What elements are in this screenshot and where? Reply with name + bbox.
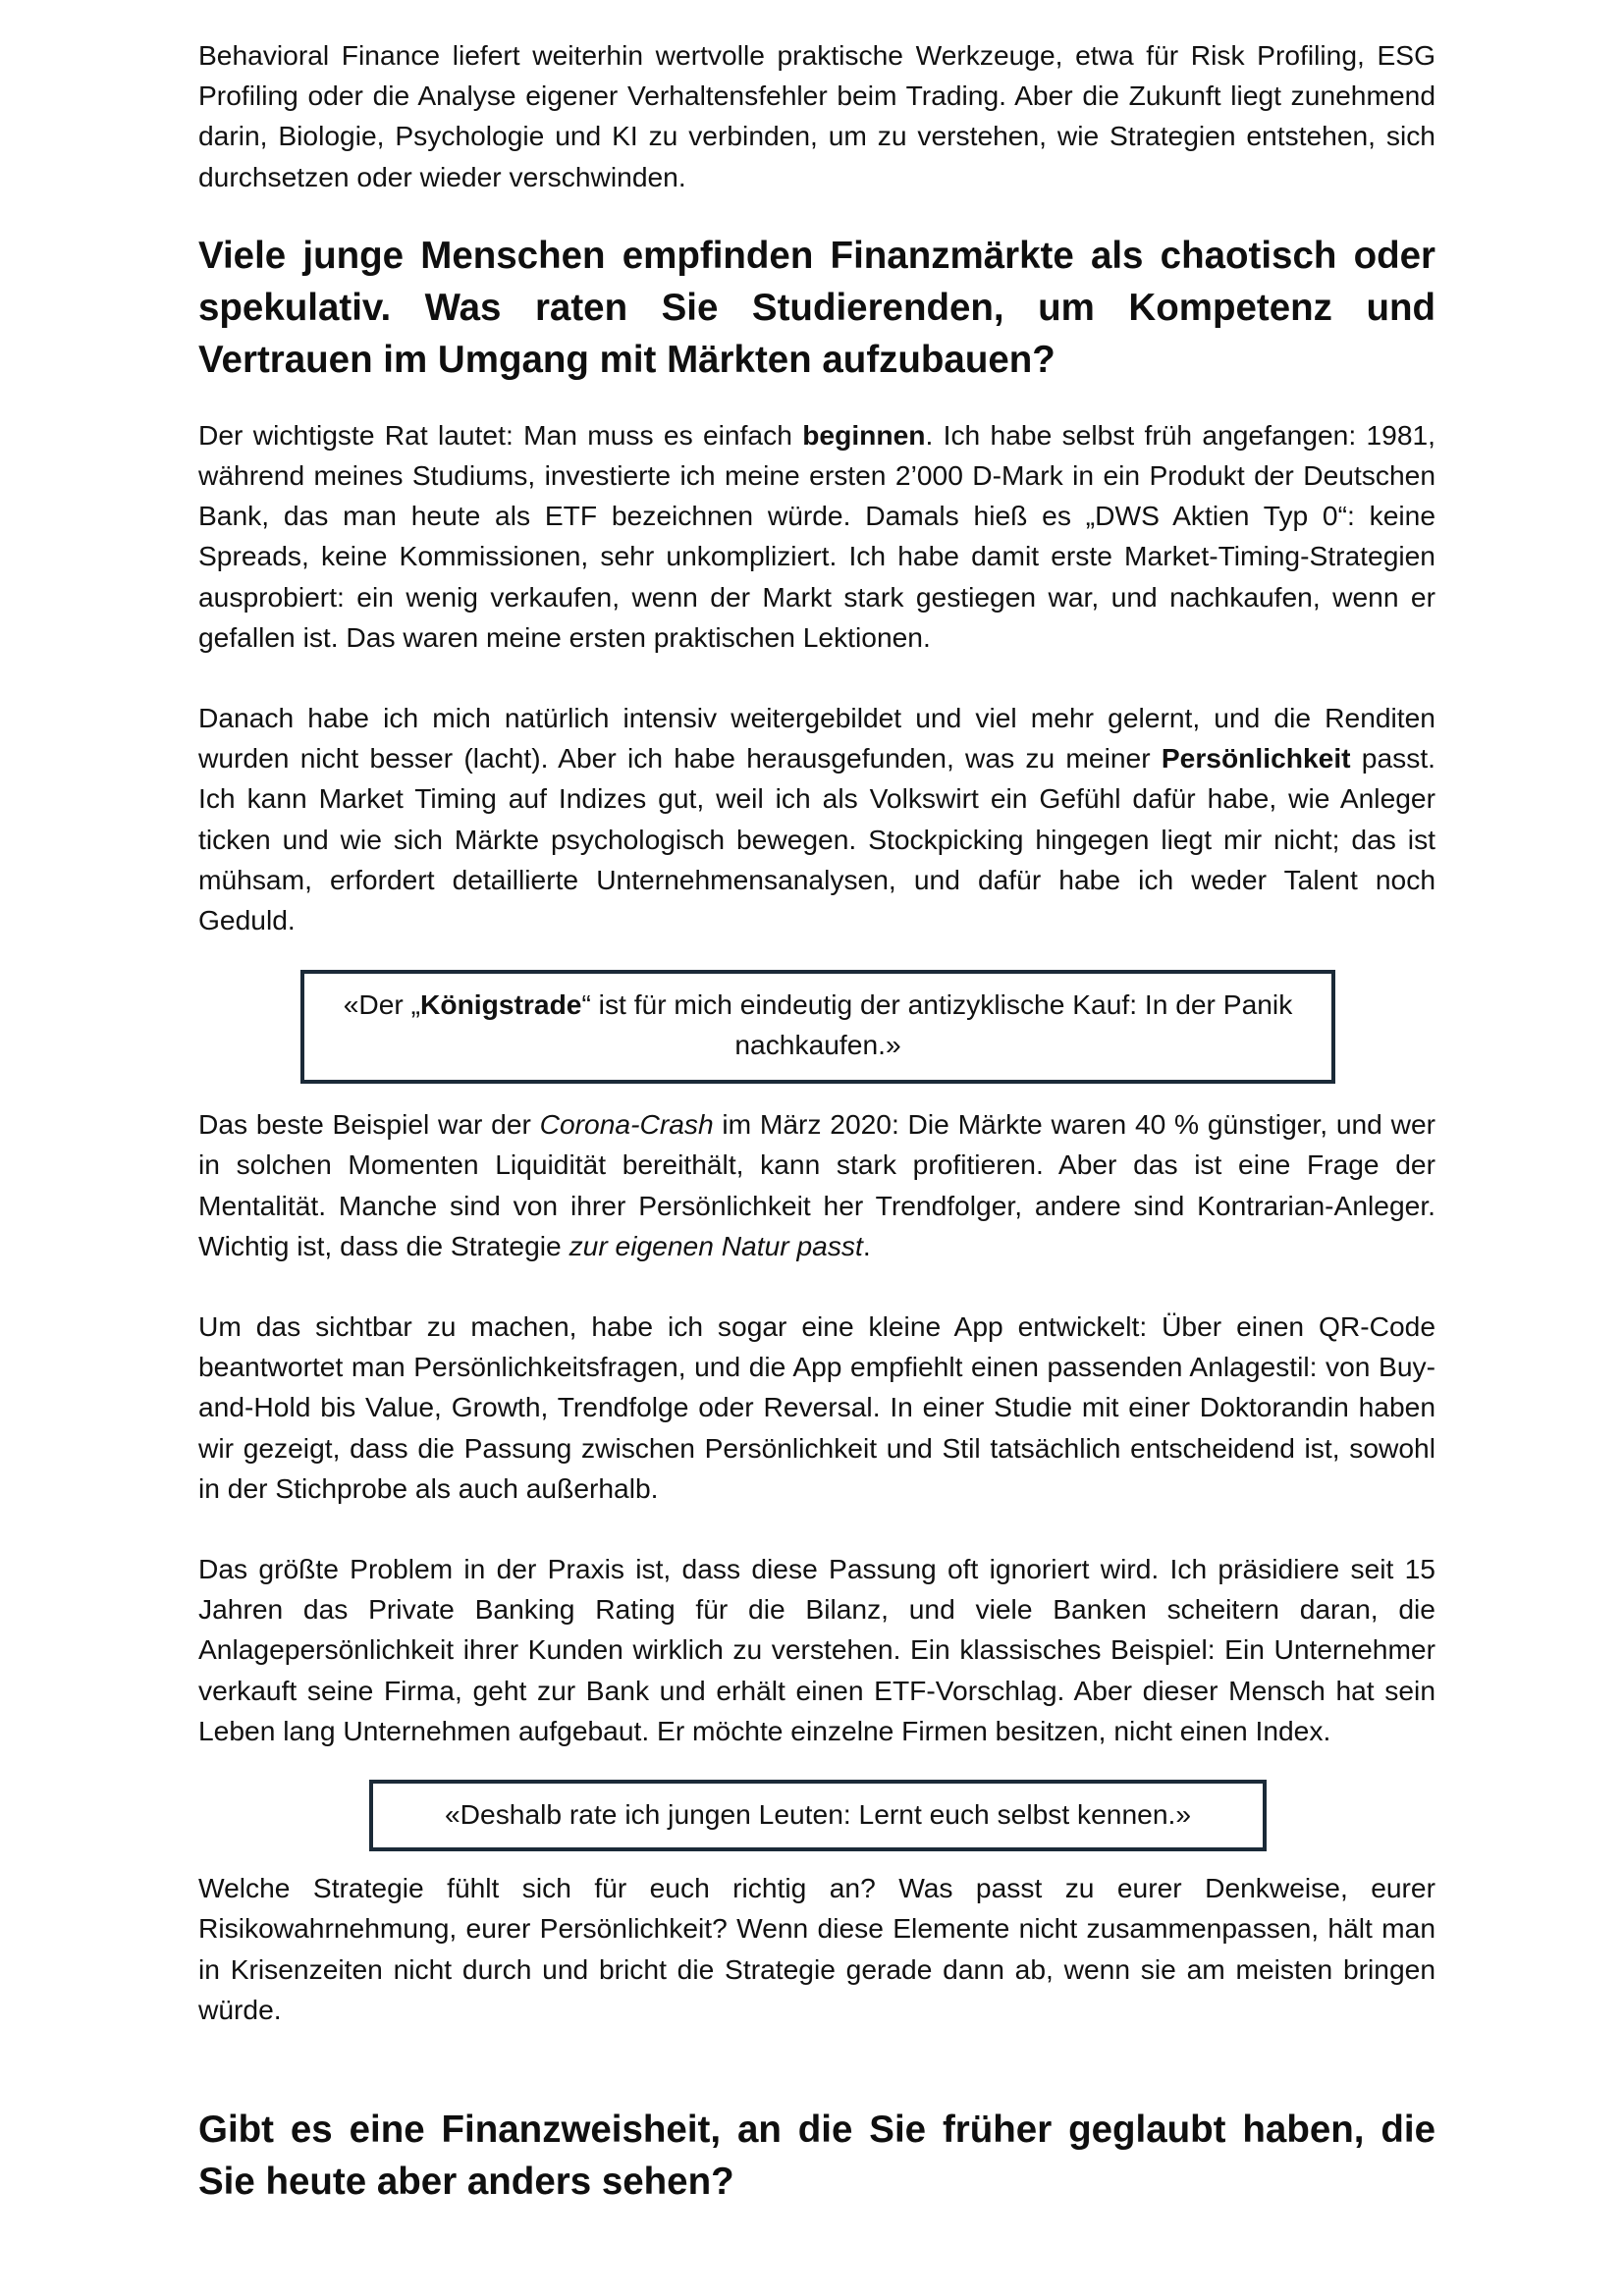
question-heading-2: Gibt es eine Finanzweisheit, an die Sie früher geglaubt haben, die Sie heute aber anders sehen? — [198, 2108, 1435, 2203]
answer-paragraph-4: Um das sichtbar zu machen, habe ich sogar eine kleine App entwickelt: Über einen QR-Code beantwortet man Persönlichkeitsfragen, und die App empfiehlt einen passenden Anlagestil: von Buy-and-Hold bis Value, Growth, Trendfolge oder Reversal. In einer Studie mit einer Doktorandin haben wir gezeigt, dass die Passung zwischen Persönlichkeit und Stil tatsächlich entscheidend ist, sowohl in der Stichprobe als auch außerhalb. — [198, 1310, 1435, 1504]
answer-paragraph-3: Das beste Beispiel war der Corona-Crash im März 2020: Die Märkte waren 40 % günstiger, und wer in solchen Momenten Liquidität bereithält, kann stark profitieren. Aber das ist eine Frage der Mentalität. Manche sind von ihrer Persönlichkeit her Trendfolger, andere sind Kontrarian-Anleger. Wichtig ist, dass die Strategie zur eigenen Natur passt. — [198, 1108, 1436, 1261]
answer-paragraph-1: Der wichtigste Rat lautet: Man muss es einfach beginnen. Ich habe selbst früh angefangen: 1981, während meines Studiums, investierte ich meine ersten 2’000 D-Mark in ein Produkt der Deutschen Bank, das man heute als ETF bezeichnen würde. Damals hieß es „DWS Aktien Typ 0“: keine Spreads, keine Kommissionen, sehr unkompliziert. Ich habe damit erste Market-Timing-Strategien ausprobiert: ein wenig verkaufen, wenn der Markt stark gestiegen war, und nachkaufen, wenn er gefallen ist. Das waren meine ersten praktischen Lektionen. — [198, 418, 1436, 653]
pull-quote-koenigstrade: «Der „Königstrade“ ist für mich eindeutig der antizyklische Kauf: In der Panik nachkaufen.» — [300, 970, 1335, 1084]
intro-paragraph: Behavioral Finance liefert weiterhin wertvolle praktische Werkzeuge, etwa für Risk Profiling, ESG Profiling oder die Analyse eigener Verhaltensfehler beim Trading. Aber die Zukunft liegt zunehmend darin, Biologie, Psychologie und KI zu verbinden, um zu verstehen, wie Strategien entstehen, sich durchsetzen oder wieder verschwinden. — [198, 39, 1435, 192]
answer-paragraph-6: Welche Strategie fühlt sich für euch richtig an? Was passt zu eurer Denkweise, eurer Risikowahrnehmung, eurer Persönlichkeit? Wenn diese Elemente nicht zusammenpassen, hält man in Krisenzeiten nicht durch und bricht die Strategie gerade dann ab, wenn sie am meisten bringen würde. — [198, 1872, 1435, 2025]
emphasis-beginnen: beginnen — [802, 418, 926, 451]
emphasis-koenigstrade: Königstrade — [420, 988, 582, 1021]
pull-quote-selbst-kennen: «Deshalb rate ich jungen Leuten: Lernt euch selbst kennen.» — [369, 1780, 1267, 1851]
article-body — [198, 35, 1435, 2208]
answer-paragraph-5: Das größte Problem in der Praxis ist, dass diese Passung oft ignoriert wird. Ich präsidiere seit 15 Jahren das Private Banking Rating für die Bilanz, und viele Banken scheitern daran, die Anlagepersönlichkeit ihrer Kunden wirklich zu verstehen. Ein klassisches Beispiel: Ein Unternehmer verkauft seine Firma, geht zur Bank und erhält einen ETF-Vorschlag. Aber dieser Mensch hat sein Leben lang Unternehmen aufgebaut. Er möchte einzelne Firmen besitzen, nicht einen Index. — [198, 1553, 1435, 1746]
answer-paragraph-2: Danach habe ich mich natürlich intensiv weitergebildet und viel mehr gelernt, und die Renditen wurden nicht besser (lacht). Aber ich habe herausgefunden, was zu meiner Persönlichkeit passt. Ich kann Market Timing auf Indizes gut, weil ich als Volkswirt ein Gefühl dafür habe, wie Anleger ticken und wie sich Märkte psychologisch bewegen. Stockpicking hingegen liegt mir nicht; das ist mühsam, erfordert detaillierte Unternehmensanalysen, und dafür habe ich weder Talent noch Geduld. — [198, 702, 1435, 936]
emphasis-persoenlichkeit: Persönlichkeit — [1161, 742, 1351, 774]
question-heading-1: Viele junge Menschen empfinden Finanzmärkte als chaotisch oder spekulativ. Was raten Sie Studierenden, um Kompetenz und Vertrauen im Umgang mit Märkten aufzubauen? — [198, 234, 1435, 381]
emphasis-corona-crash: Corona-Crash — [539, 1108, 714, 1141]
emphasis-eigene-natur: zur eigenen Natur passt — [568, 1229, 863, 1261]
